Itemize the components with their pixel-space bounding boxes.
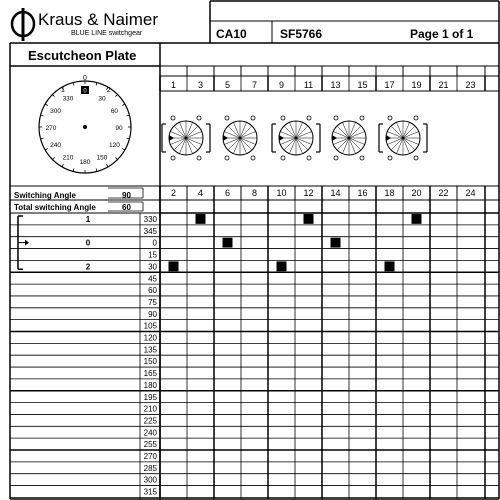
angle-value: 15	[148, 250, 157, 260]
contact-number-top: 21	[438, 80, 449, 90]
terminal-icon	[388, 116, 392, 120]
dial-label: 270	[45, 125, 57, 132]
dial-label: 0	[83, 88, 87, 95]
terminal-icon	[388, 156, 392, 160]
terminal-icon	[281, 156, 285, 160]
dial-outer-label: 1	[61, 87, 65, 94]
brand-name: Kraus & Naimer	[38, 10, 158, 29]
contact-arrow-icon	[279, 135, 284, 141]
terminal-icon	[360, 156, 364, 160]
type-code: CA10	[216, 27, 247, 41]
terminal-icon	[171, 156, 175, 160]
terminal-icon	[360, 116, 364, 120]
closed-contact-marker	[169, 261, 179, 271]
terminal-icon	[307, 116, 311, 120]
drawing-number: SF5766	[280, 27, 323, 41]
angle-value: 135	[143, 345, 157, 355]
closed-contact-marker	[412, 214, 422, 224]
dial-tick	[52, 94, 54, 96]
dial-label: 300	[50, 108, 61, 115]
dial-label: 210	[62, 154, 74, 162]
angle-value: 90	[148, 309, 157, 319]
dial-outer-label: 2	[107, 87, 111, 94]
contact-number-top: 19	[411, 80, 422, 90]
angle-value: 255	[143, 440, 157, 450]
dial-tick	[52, 157, 54, 159]
contact-number-top: 1	[170, 80, 177, 90]
total-switching-angle-label: Total switching Angle	[14, 203, 96, 212]
dial-label: 60	[110, 108, 119, 115]
contact-arrow-icon	[386, 135, 391, 141]
angle-value: 60	[148, 286, 157, 296]
angle-value: 75	[148, 297, 157, 307]
contact-number-top: 17	[384, 80, 395, 90]
contact-number-bottom: 24	[465, 188, 476, 198]
contact-number-bottom: 14	[330, 188, 341, 198]
dial-label: 90	[115, 125, 123, 132]
contact-number-top: 9	[278, 80, 285, 90]
contact-number-bottom: 8	[251, 188, 258, 198]
terminal-icon	[414, 116, 418, 120]
dial-tick	[122, 104, 125, 106]
contact-number-top: 7	[251, 80, 258, 90]
dial-label: 180	[79, 159, 91, 166]
contact-number-top: 23	[465, 80, 476, 90]
closed-contact-marker	[385, 261, 395, 271]
contact-number-top: 11	[303, 80, 314, 90]
angle-value: 270	[143, 452, 157, 461]
angle-value: 150	[143, 357, 157, 367]
closed-contact-marker	[223, 238, 233, 248]
angle-value: 0	[152, 238, 157, 248]
dial-center	[83, 125, 87, 129]
position-name: 0	[85, 238, 91, 248]
contact-number-top: 15	[357, 80, 368, 90]
dial-label: 150	[96, 154, 108, 162]
switching-angle-label: Switching Angle	[14, 191, 76, 200]
terminal-icon	[251, 156, 255, 160]
contact-number-bottom: 20	[411, 188, 422, 198]
terminal-icon	[307, 156, 311, 160]
arrow-head-icon	[25, 240, 29, 246]
terminal-icon	[225, 116, 229, 120]
dial-tick	[45, 104, 48, 106]
contact-number-bottom: 6	[224, 188, 231, 198]
angle-value: 330	[143, 215, 157, 224]
angle-value: 225	[143, 416, 157, 426]
contact-number-top: 3	[197, 80, 204, 90]
angle-value: 300	[143, 475, 157, 485]
terminal-icon	[251, 116, 255, 120]
contact-number-bottom: 2	[170, 188, 177, 198]
angle-value: 285	[143, 463, 157, 473]
contact-number-top: 13	[330, 80, 341, 90]
closed-contact-marker	[196, 214, 206, 224]
dial-tick	[122, 149, 125, 151]
dial-label: 120	[109, 142, 120, 149]
closed-contact-marker	[304, 214, 314, 224]
dial-tick	[115, 157, 117, 159]
page-indicator: Page 1 of 1	[410, 27, 474, 41]
dial-tick	[45, 149, 48, 151]
angle-value: 165	[143, 369, 157, 379]
closed-contact-marker	[277, 261, 287, 271]
total-switching-angle-value: 60	[122, 203, 131, 212]
angle-value: 120	[143, 333, 157, 343]
terminal-icon	[197, 156, 201, 160]
terminal-icon	[334, 116, 338, 120]
contact-number-bottom: 22	[438, 188, 449, 198]
brand-tagline: BLUE LINE switchgear	[71, 30, 143, 37]
dial-tick	[115, 94, 117, 96]
angle-value: 240	[143, 428, 157, 438]
position-name: 2	[85, 262, 91, 272]
terminal-icon	[281, 116, 285, 120]
contact-number-bottom: 10	[276, 188, 287, 198]
angle-value: 345	[143, 226, 157, 236]
dial-outer-label: 0	[83, 75, 87, 82]
dial-label: 240	[50, 142, 61, 149]
angle-value: 180	[143, 380, 157, 390]
angle-value: 105	[143, 321, 157, 331]
position-name: 1	[85, 215, 91, 224]
dial-tick	[107, 164, 109, 167]
dial-label: 330	[62, 95, 74, 103]
escutcheon-title: Escutcheon Plate	[28, 48, 137, 63]
contact-number-bottom: 12	[303, 188, 314, 198]
terminal-icon	[225, 156, 229, 160]
terminal-icon	[171, 116, 175, 120]
contact-arrow-icon	[332, 135, 337, 141]
contact-number-bottom: 16	[357, 188, 368, 198]
terminal-icon	[334, 156, 338, 160]
switching-angle-value: 90	[122, 191, 131, 200]
contact-number-bottom: 4	[197, 188, 204, 198]
angle-value: 45	[148, 274, 157, 284]
dial-label: 30	[98, 95, 106, 103]
terminal-icon	[197, 116, 201, 120]
closed-contact-marker	[331, 238, 341, 248]
contact-number-bottom: 18	[384, 188, 395, 198]
dial-tick	[62, 164, 64, 167]
angle-value: 195	[143, 392, 157, 402]
angle-value: 30	[148, 262, 157, 272]
contact-number-top: 5	[224, 80, 231, 90]
terminal-icon	[414, 156, 418, 160]
angle-value: 315	[143, 487, 157, 497]
contact-arrow-icon	[223, 135, 228, 141]
angle-value: 210	[143, 404, 157, 414]
contact-arrow-icon	[169, 135, 174, 141]
